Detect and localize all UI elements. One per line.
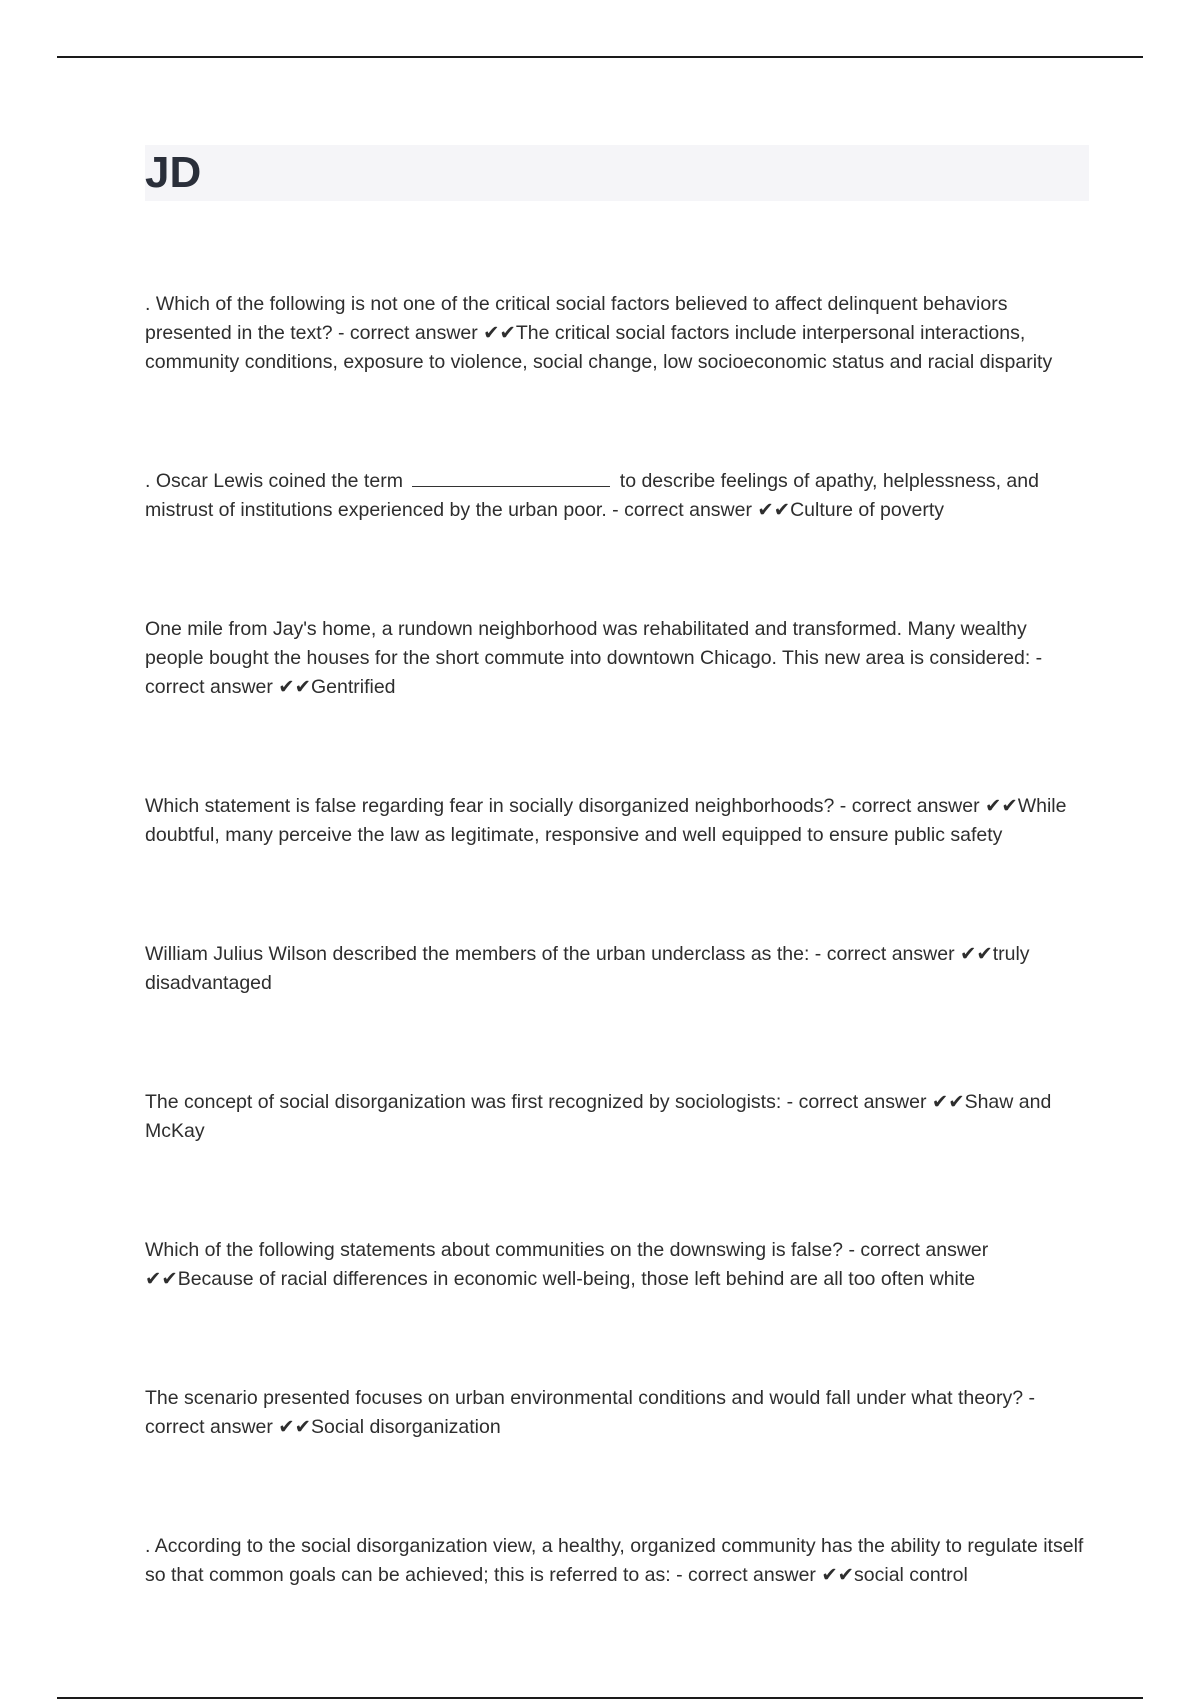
- question-text: Which of the following statements about communities on the downswing is false?: [145, 1239, 844, 1261]
- qa-item-2: [145, 467, 1090, 525]
- header-rule: [57, 56, 1143, 58]
- question-text: The scenario presented focuses on urban environmental conditions and would fall under what theory?: [145, 1387, 1024, 1409]
- answer-separator: - correct answer: [781, 1091, 932, 1113]
- question-text: The concept of social disorganization was first recognized by sociologists:: [145, 1091, 782, 1113]
- checkmark-icon: ✔✔: [483, 322, 516, 344]
- answer-separator: - correct answer: [145, 1387, 1035, 1438]
- qa-item-3: [145, 615, 1090, 702]
- answer-separator: - correct answer: [834, 795, 986, 817]
- qa-item-6: [145, 1088, 1090, 1146]
- answer-separator: - correct answer: [332, 322, 484, 344]
- answer-text: Shaw and McKay: [145, 1091, 1052, 1142]
- question-text: Which statement is false regarding fear in socially disorganized neighborhoods?: [145, 795, 835, 817]
- qa-item-9: [145, 1532, 1090, 1590]
- checkmark-icon: ✔✔: [960, 943, 993, 965]
- qa-item-4: [145, 792, 1090, 850]
- question-text: . Oscar Lewis coined the term: [145, 470, 403, 492]
- title-band: [145, 145, 1089, 201]
- question-text: One mile from Jay's home, a rundown neighborhood was rehabilitated and transformed. Many wealthy people bought the houses for the short commute into downtown Chicago. This new area is considered:: [145, 618, 1031, 669]
- answer-separator: - correct answer: [606, 499, 758, 521]
- qa-item-1: [145, 290, 1090, 377]
- checkmark-icon: ✔✔: [278, 1416, 311, 1438]
- answer-text: Culture of poverty: [790, 499, 944, 521]
- checkmark-icon: ✔✔: [931, 1091, 965, 1113]
- answer-text: Because of racial differences in economic well-being, those left behind are all too often white: [177, 1268, 976, 1290]
- qa-list: [145, 290, 1090, 1680]
- document-title: JD: [145, 148, 202, 197]
- answer-text: Social disorganization: [310, 1416, 501, 1438]
- checkmark-icon: ✔✔: [145, 1268, 178, 1290]
- answer-text: The critical social factors include interpersonal interactions, community conditions, exposure to violence, social change, low socioeconomic status and racial disparity: [145, 322, 1053, 373]
- answer-separator: - correct answer: [809, 943, 960, 965]
- answer-separator: - correct answer: [145, 647, 1043, 698]
- answer-text: While doubtful, many perceive the law as legitimate, responsive and well equipped to ensure public safety: [145, 795, 1067, 846]
- checkmark-icon: ✔✔: [278, 676, 311, 698]
- answer-separator: - correct answer: [670, 1564, 822, 1586]
- qa-item-8: [145, 1384, 1090, 1442]
- question-text-continued: to describe feelings of apathy, helplessness, and mistrust of institutions experienced by the urban poor.: [145, 470, 1039, 521]
- footer-rule: [57, 1697, 1143, 1699]
- answer-text: social control: [854, 1564, 968, 1586]
- fill-in-blank: [412, 468, 610, 487]
- question-text: . Which of the following is not one of the critical social factors believed to affect delinquent behaviors presented in the text?: [145, 293, 1008, 344]
- question-text: . According to the social disorganization view, a healthy, organized community has the ability to regulate itself so that common goals can be achieved; this is referred to as:: [145, 1535, 1084, 1586]
- checkmark-icon: ✔✔: [821, 1564, 855, 1586]
- answer-separator: - correct answer: [843, 1239, 989, 1261]
- qa-item-7: [145, 1236, 1090, 1294]
- qa-item-5: [145, 940, 1090, 998]
- question-text: William Julius Wilson described the members of the urban underclass as the:: [145, 943, 810, 965]
- answer-text: Gentrified: [310, 676, 396, 698]
- checkmark-icon: ✔✔: [985, 795, 1018, 817]
- answer-text: truly disadvantaged: [145, 943, 1030, 994]
- checkmark-icon: ✔✔: [757, 499, 791, 521]
